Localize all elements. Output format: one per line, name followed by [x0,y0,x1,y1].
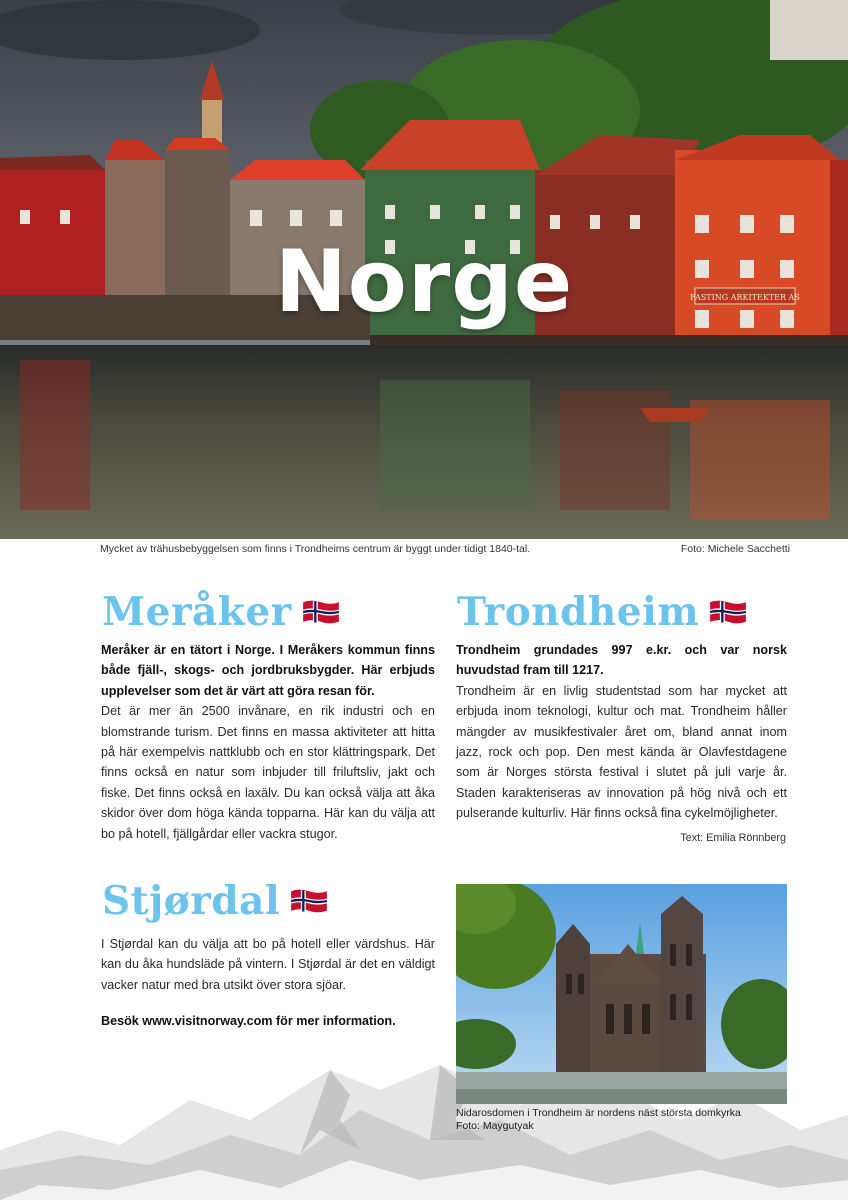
cathedral-caption [456,1107,796,1133]
stjordal-heading-text: Stjørdal [102,878,281,924]
trondheim-lead: Trondheim grundades 997 e.kr. och var norsk huvudstad fram till 1217. [456,643,787,678]
norway-flag-icon [302,599,340,625]
building-sign: FASTING ARKITEKTER AS [690,293,800,302]
meraker-heading [102,589,340,635]
norway-flag-icon [290,888,328,914]
cathedral-photo-credit: Foto: Maygutyak [456,1120,534,1132]
stjordal-body: I Stjørdal kan du välja att bo på hotell eller värdshus. Här kan du åka hundsläde på vintern. I Stjørdal är det en väldigt vacker natur med bra utsikt över stora sjöar. [101,937,435,992]
nidarosdomen-photo [456,884,787,1104]
trondheim-heading-text: Trondheim [457,589,700,635]
meraker-lead: Meråker är en tätort i Norge. I Meråkers kommun finns både fjäll-, skogs- och jordbruksbygder. Här erbjuds upplevelser som det är värt att göra resan för. [101,643,435,698]
stjordal-heading [102,878,328,924]
hero-caption-text: Mycket av trähusbebyggelsen som finns i Trondheims centrum är byggt under tidigt 1840-tal. [100,543,531,555]
meraker-article [101,640,435,844]
visit-link-text: Besök www.visitnorway.com för mer information. [101,1014,396,1028]
hero-photo-credit: Foto: Michele Sacchetti [680,543,790,555]
norway-flag-icon [709,599,747,625]
cathedral-image [456,884,787,1104]
trondheim-heading [457,589,747,635]
stjordal-article [101,934,435,995]
cathedral-caption-text: Nidarosdomen i Trondheim är nordens näst största domkyrka [456,1107,741,1119]
hero-photo [0,0,848,539]
trondheim-body: Trondheim är en livlig studentstad som har mycket att erbjuda inom teknologi, kultur och mat. Trondheim håller mängder av musikfestivaler året om, bland annat inom jazz, rock och pop. Den mest kända är Olavfestdagene som är Norges största festival i slutet på juli varje år. Staden karakteriseras av innovation på hög nivå och ett pulserande kulturliv. Här finns också fina cykelmöjligheter. [456,683,787,821]
meraker-body: Det är mer än 2500 invånare, en rik industri och en blomstrande turism. Det finns en massa aktiviteter att hitta på här exempelvis nattklubb och en stor klättringspark. Det finns också en natur som inbjuder till friluftsliv, jakt och fiske. Det finns också en laxälv. Du kan också välja att åka skidor över dom höga kända topparna. Här kan du välja att bo på hotell, fjällgårdar eller vackra stugor. [101,704,435,841]
page-title: Norge [274,232,574,332]
text-credit: Text: Emilia Rönnberg [680,832,786,844]
meraker-heading-text: Meråker [102,589,292,635]
trondheim-article [456,640,787,824]
hero-caption [100,543,790,555]
